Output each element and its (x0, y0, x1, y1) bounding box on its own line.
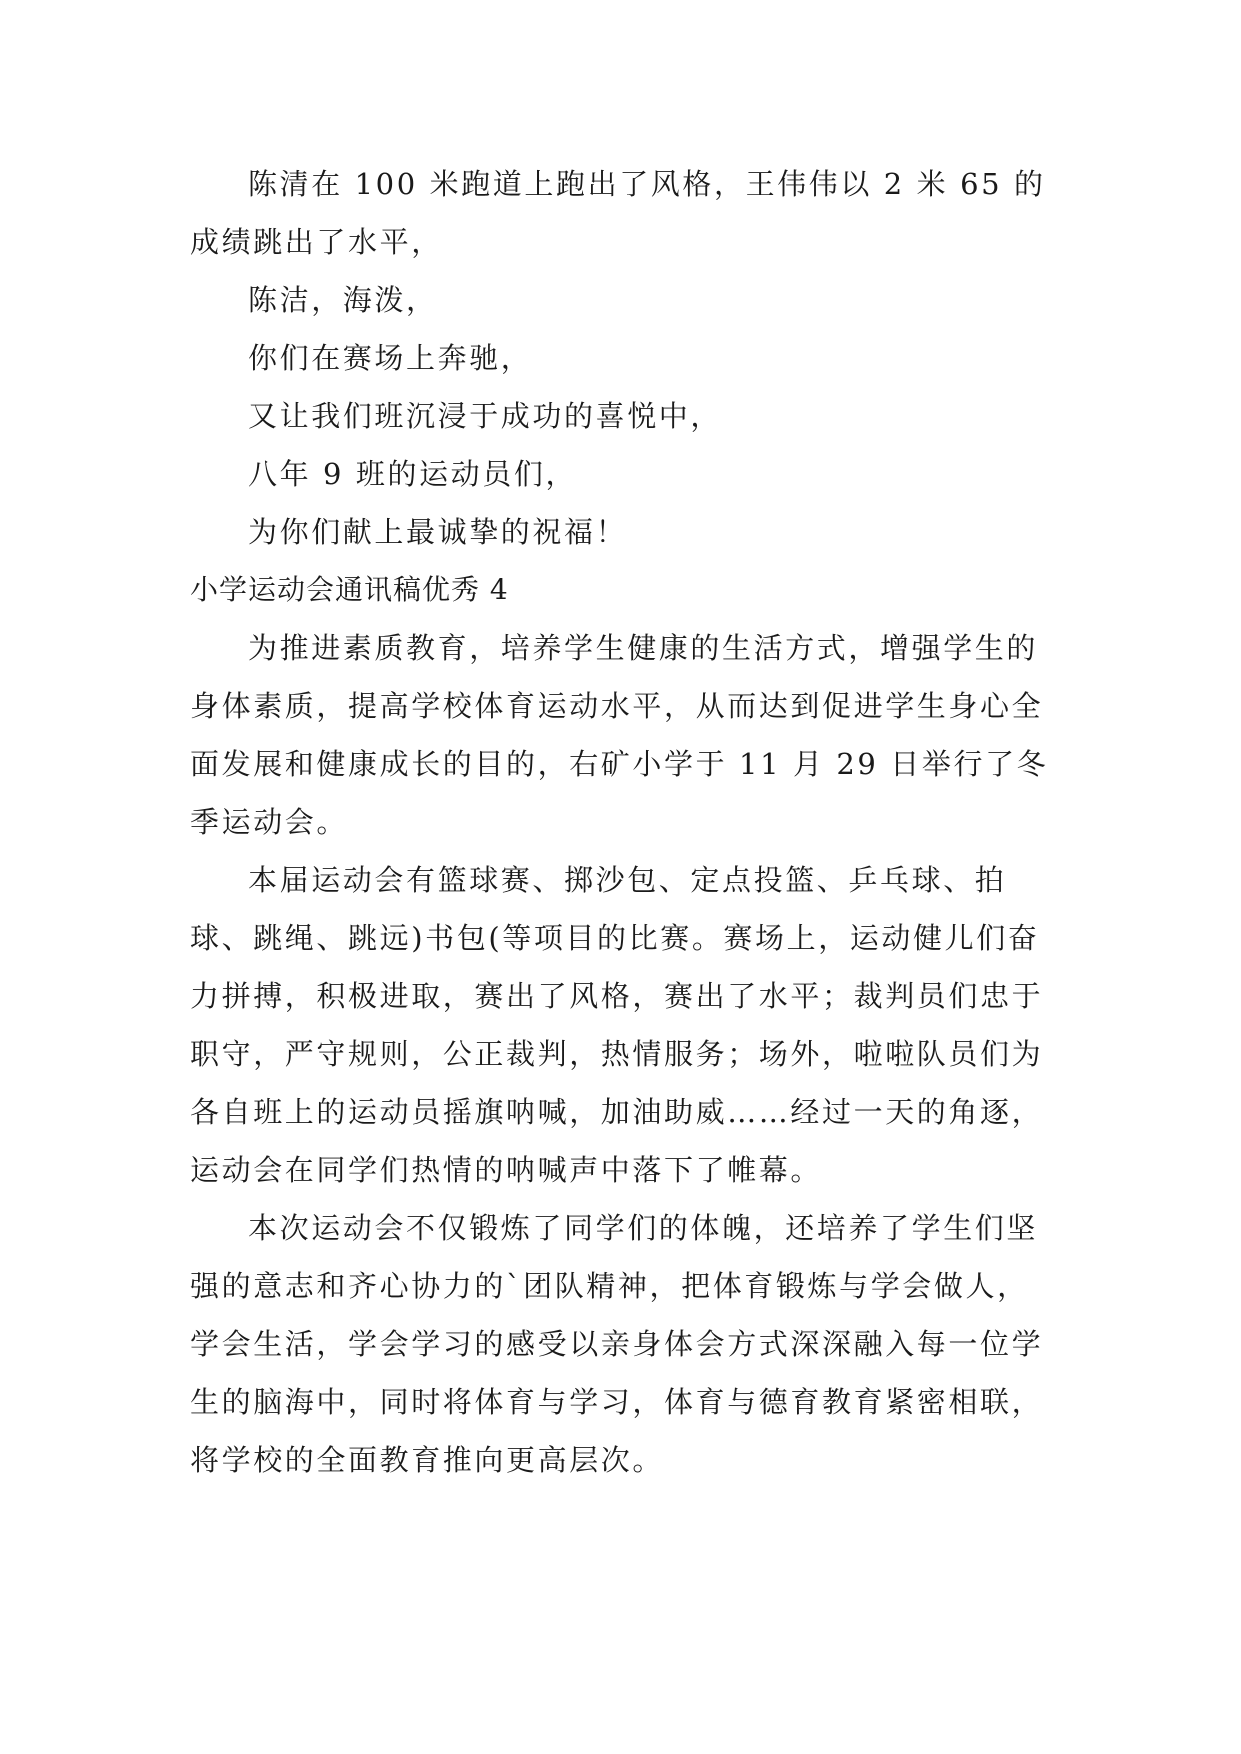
paragraph-2: 陈洁，海泼， (248, 283, 438, 317)
paragraph-8: 本届运动会有篮球赛、掷沙包、定点投篮、乒乓球、拍球、跳绳、跳远)书包(等项目的比赛。赛场上，运动健儿们奋力拼搏，积极进取，赛出了风格，赛出了水平；裁判员们忠于职守，严守规则，公正裁判，热情服务；场外，啦啦队员们为各自班上的运动员摇旗呐喊，加油助威……经过一天的角逐，运动会在同学们热情的呐喊声中落下了帷幕。 (190, 863, 1044, 1187)
paragraph-1: 陈清在 100 米跑道上跑出了风格，王伟伟以 2 米 65 的成绩跳出了水平， (190, 167, 1046, 259)
paragraph-3: 你们在赛场上奔驰， (248, 341, 533, 375)
paragraph-5: 八年 9 班的运动员们， (248, 457, 578, 491)
paragraph-9: 本次运动会不仅锻炼了同学们的体魄，还培养了学生们坚强的意志和齐心协力的`团队精神，把体育锻炼与学会做人，学会生活，学会学习的感受以亲身体会方式深深融入每一位学生的脑海中，同时将体育与学习，体育与德育教育紧密相联，将学校的全面教育推向更高层次。 (190, 1211, 1044, 1477)
paragraph-4: 又让我们班沉浸于成功的喜悦中， (248, 399, 723, 433)
paragraph-7: 为推进素质教育，培养学生健康的生活方式，增强学生的身体素质，提高学校体育运动水平，从而达到促进学生身心全面发展和健康成长的目的，右矿小学于 11 月 29 日举行了冬季运动会。 (190, 631, 1049, 839)
section-heading: 小学运动会通讯稿优秀 4 (190, 573, 509, 606)
document-body (190, 155, 1050, 1489)
paragraph-6: 为你们献上最诚挚的祝福！ (248, 515, 628, 549)
